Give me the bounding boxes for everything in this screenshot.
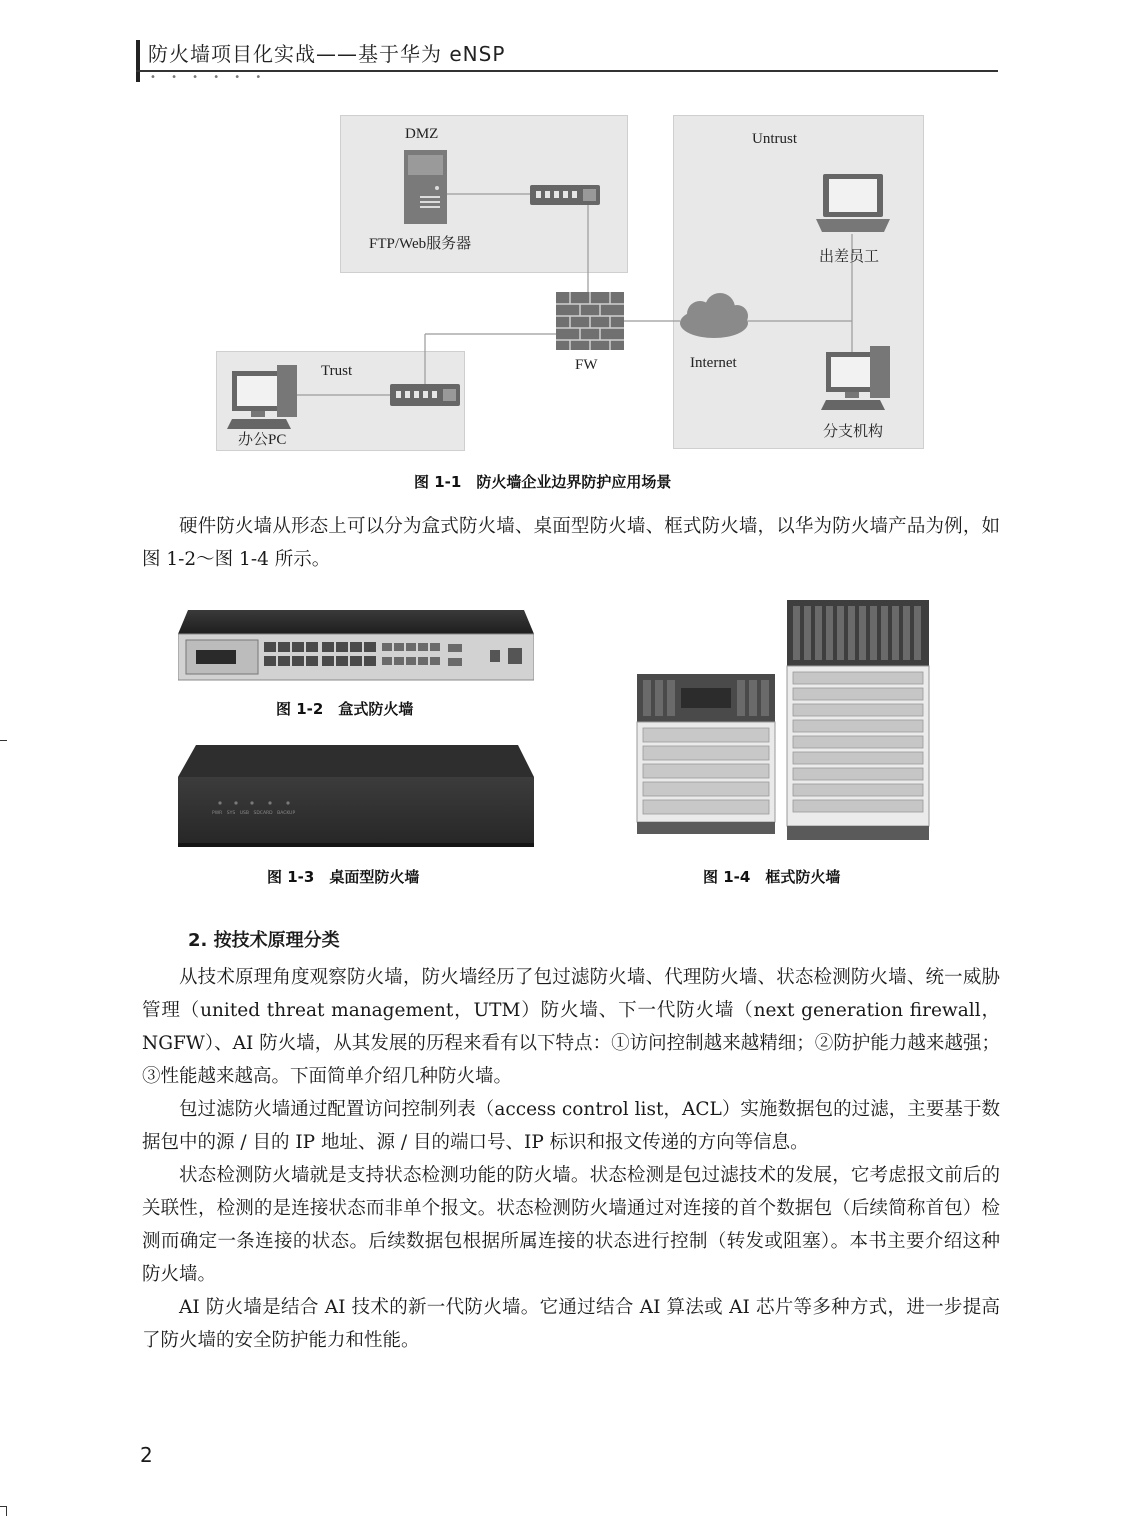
running-title: 防火墙项目化实战——基于华为 eNSP [148,42,506,66]
margin-mark [0,740,7,741]
traveling-staff-label: 出差员工 [819,249,880,265]
header-dots: • • • • • • [150,72,268,83]
diagram-graphics [0,0,1123,460]
dmz-switch-icon [530,185,600,205]
trust-switch-icon [390,384,460,406]
ftp-server-label: FTP/Web服务器 [369,236,472,252]
figure-1-1-caption: 图 1-1 防火墙企业边界防护应用场景 [414,473,672,491]
figure-1-3-caption: 图 1-3 桌面型防火墙 [267,868,420,886]
section-heading: 2. 按技术原理分类 [188,930,340,951]
small-chassis [637,674,775,834]
cloud-icon [680,293,748,338]
branch-label: 分支机构 [823,424,884,440]
branch-pc-icon [821,346,890,410]
chassis-firewall-photo [633,598,933,850]
laptop-icon [816,174,890,232]
desktop-firewall-photo [178,743,534,851]
figure-1-2-caption: 图 1-2 盒式防火墙 [276,700,414,718]
firewall-label: FW [575,357,598,373]
trust-label: Trust [321,363,353,379]
office-pc-label: 办公PC [238,432,287,448]
network-diagram [0,0,1123,460]
intro-paragraph: 硬件防火墙从形态上可以分为盒式防火墙、桌面型防火墙、框式防火墙，以华为防火墙产品为例，如图 1-2～图 1-4 所示。 [142,516,1000,570]
untrust-label: Untrust [752,131,797,147]
server-icon [404,150,447,224]
box-firewall-photo [178,606,534,684]
paragraph-3: 状态检测防火墙就是支持状态检测功能的防火墙。状态检测是包过滤技术的发展，它考虑报文前后的关联性，检测的是连接状态而非单个报文。状态检测防火墙通过对连接的首个数据包（后续简称首包）检测而确定一条连接的状态。后续数据包根据所属连接的状态进行控制（转发或阻塞）。本书主要介绍这种防火墙。 [142,1165,1000,1285]
corner-mark [6,1506,7,1516]
figure-1-4-caption: 图 1-4 框式防火墙 [703,868,841,886]
corner-mark [0,1506,7,1507]
dmz-label: DMZ [405,126,439,142]
paragraph-4: AI 防火墙是结合 AI 技术的新一代防火墙。它通过结合 AI 算法或 AI 芯片等多种方式，进一步提高了防火墙的安全防护能力和性能。 [142,1297,1000,1351]
page-number: 2 [140,1443,153,1467]
firewall-icon [556,292,624,350]
paragraph-2: 包过滤防火墙通过配置访问控制列表（access control list，ACL）实施数据包的过滤，主要基于数据包中的源 / 目的 IP 地址、源 / 目的端口号、IP 标识和报文传递的方向等信息。 [142,1099,1000,1153]
paragraph-1: 从技术原理角度观察防火墙，防火墙经历了包过滤防火墙、代理防火墙、状态检测防火墙、统一威胁管理（united threat management，UTM）防火墙、下一代防火墙（next generation firewall，NGFW）、AI 防火墙，从其发展的历程来看有以下特点：①访问控制越来越精细；②防护能力越来越强；③性能越来越高。下面简单介绍几种防火墙。 [142,967,1000,1087]
large-chassis [787,600,929,840]
internet-label: Internet [690,355,737,371]
office-pc-icon [227,365,297,429]
led-labels: PWR SYS USB SDCARD BACKUP [212,811,296,816]
